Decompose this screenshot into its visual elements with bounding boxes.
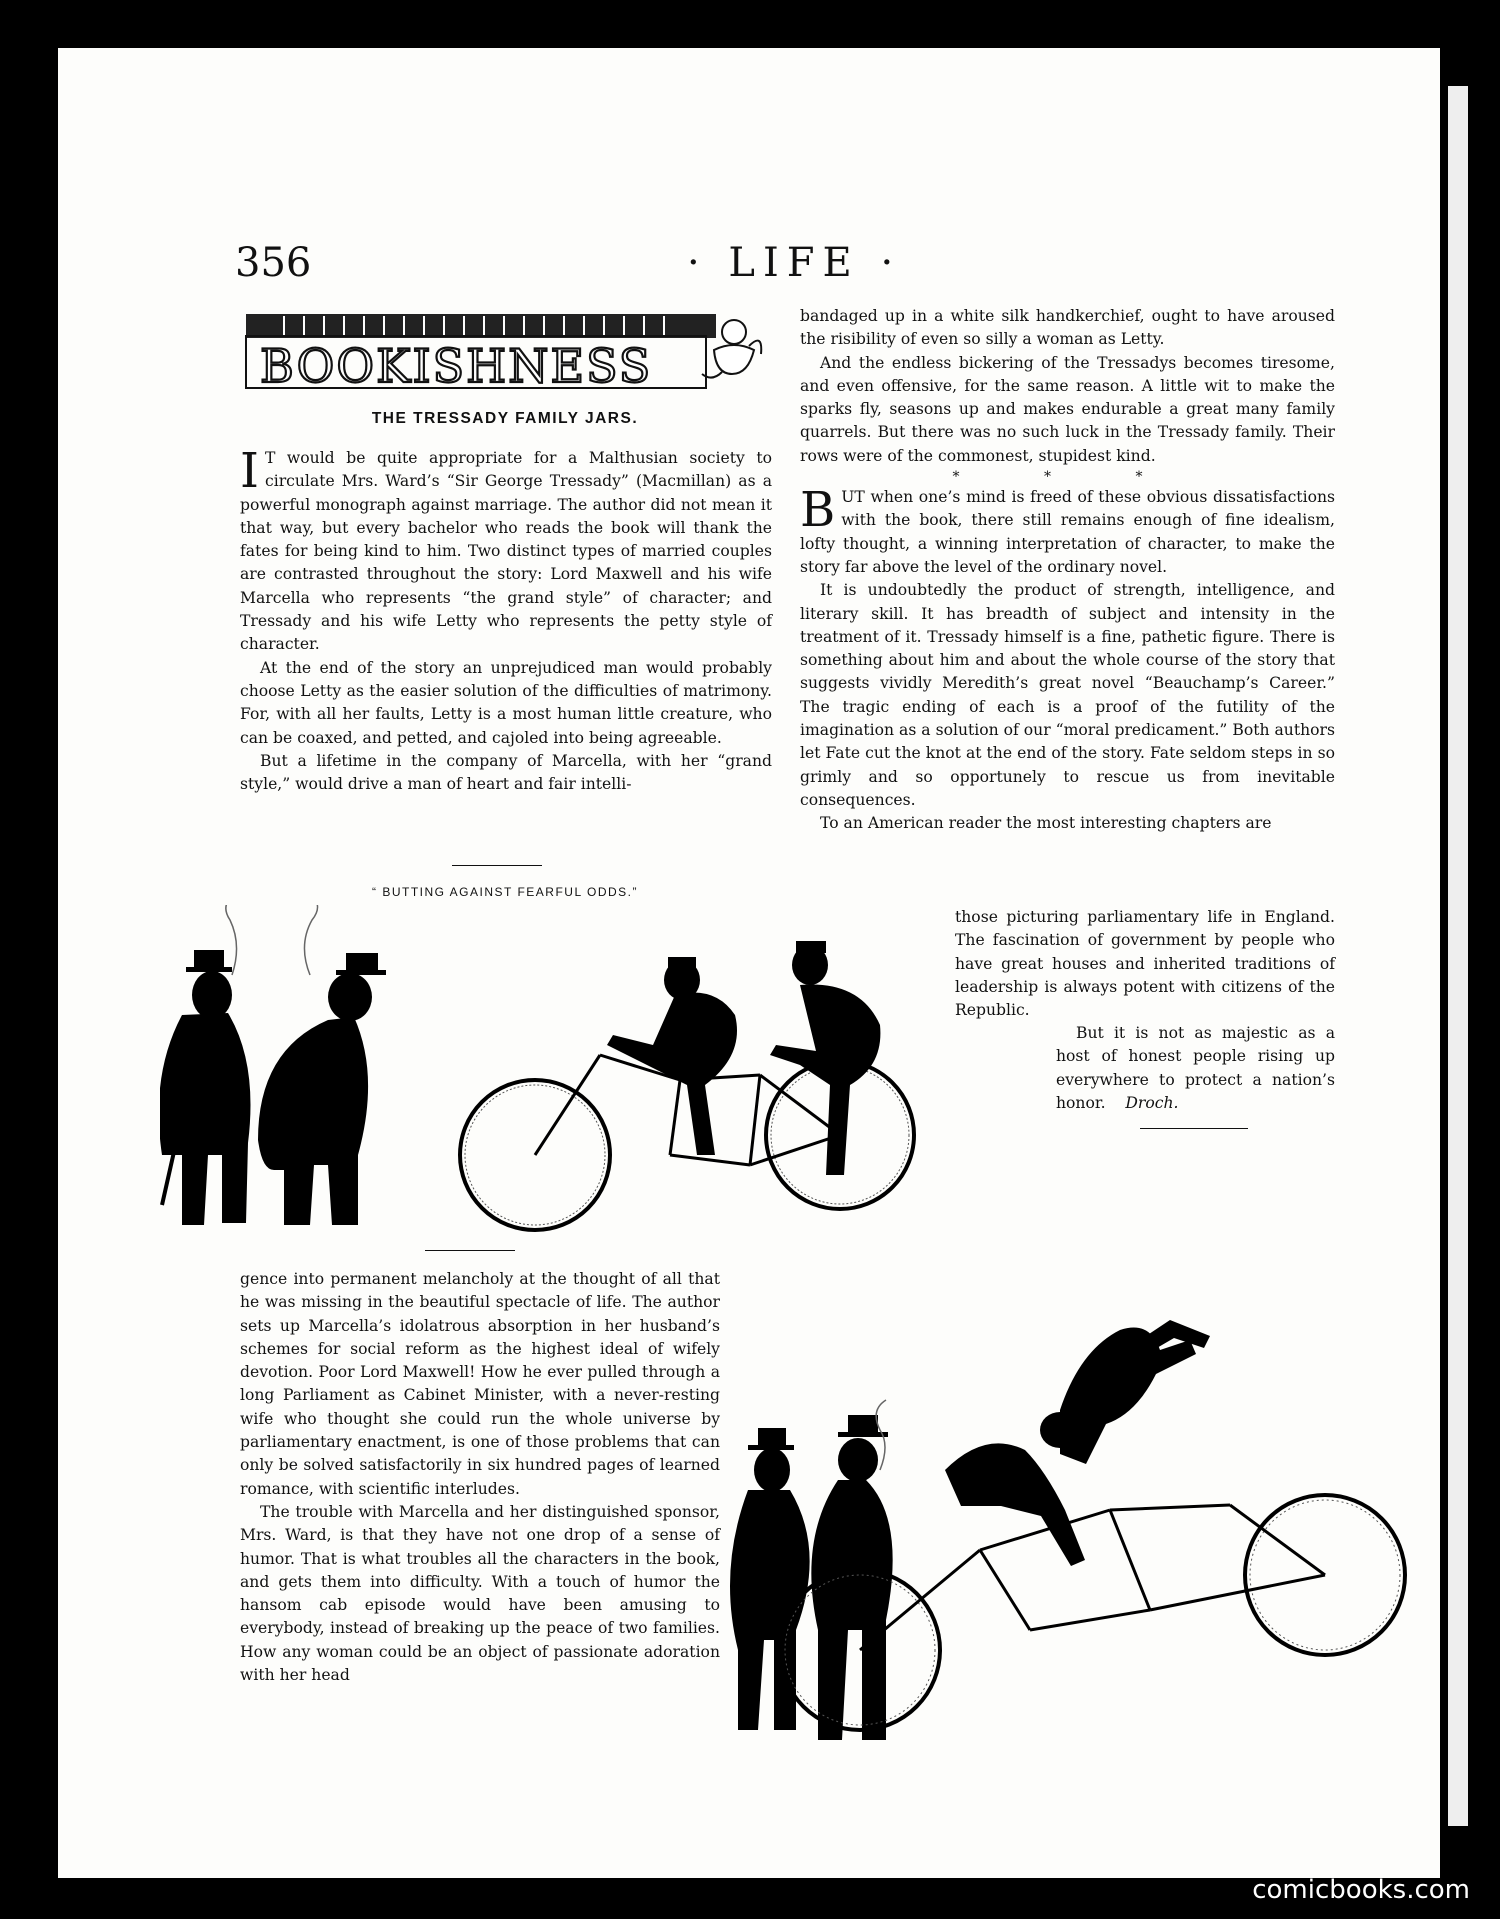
right-column-top	[800, 305, 1335, 836]
paragraph: those picturing parliamentary life in England. The fascination of government by people who have great houses and inherited traditions of leadership is always potent with citizens of the Republic.	[955, 908, 1335, 1020]
smoke	[226, 905, 237, 975]
right-column-end	[1056, 1022, 1335, 1115]
banner-title: BOOKISHNESS	[260, 339, 653, 393]
next-page-edge	[1448, 86, 1468, 1826]
divider	[425, 1250, 515, 1251]
divider	[1140, 1128, 1248, 1129]
left-column-bottom	[240, 1268, 720, 1687]
article-subhead: THE TRESSADY FAMILY JARS.	[371, 410, 639, 427]
masthead: · LIFE ·	[687, 240, 902, 286]
paragraph: At the end of the story an unprejudiced man would probably choose Letty as the easier solution of the difficulties of matrimony. For, with all her faults, Letty is a most human little creature, who can be coaxed, and petted, and cajoled into being agreeable.	[240, 658, 772, 747]
illustration-caption: “ BUTTING AGAINST FEARFUL ODDS.”	[371, 885, 639, 899]
section-stars: * * *	[952, 469, 1183, 486]
gentlemen-silhouette	[160, 950, 386, 1225]
paragraph: It is undoubtedly the product of strength, intelligence, and literary skill. It has breadth of subject and intensity in the treatment of it. Tressady himself is a fine, pathetic figure. There is something about him and about the whole course of the story that suggests vividly Meredith’s great novel “Beauchamp’s Career.” The tragic ending of each is a proof of the futility of the imagination as a solution of our “moral predicament.” Both authors let Fate cut the knot at the end of the story. Fate seldom steps in so grimly and so opportunely to rescue us from inevitable consequences.	[800, 581, 1335, 809]
paragraph: And the endless bickering of the Tressadys becomes tiresome, and even offensive, for the same reason. A little wit to make the sparks fly, seasons up and makes endurable a great many family quarrels. But there was no such luck in the Tressady family. Their rows were of the commonest, stupidest kind.	[800, 353, 1335, 465]
paragraph: To an American reader the most interesting chapters are	[820, 814, 1272, 833]
paragraph	[1056, 1022, 1335, 1115]
page-number: 356	[235, 240, 312, 286]
paragraph: The trouble with Marcella and her distinguished sponsor, Mrs. Ward, is that they have not one drop of a sense of humor. That is what troubles all the characters in the book, and gets them into difficulty. With a touch of humor the hansom cab episode would have been amusing to everybody, instead of breaking up the peace of two families. How any woman could be an object of passionate adoration with her head	[240, 1502, 720, 1685]
flying-cyclists-silhouette	[945, 1320, 1210, 1566]
paragraph: T would be quite appropriate for a Malthusian society to circulate Mrs. Ward’s “Sir George Tressady” (Macmillan) as a powerful monograph against marriage. The author did not mean it that way, but every bachelor who reads the book will thank the fates for being kind to him. Two distinct types of married couples are contrasted throughout the story: Lord Maxwell and his wife Marcella who represents “the grand style” of character; and Tressady and his wife Letty who represents the petty style of character.	[240, 449, 772, 654]
left-column-top	[240, 443, 772, 796]
paragraph-text: But it is not as majestic as a host of honest people rising up everywhere to protect a nation’s honor.	[1056, 1024, 1335, 1112]
paragraph: But a lifetime in the company of Marcella, with her “grand style,” would drive a man of heart and fair intelli-	[240, 751, 772, 794]
drop-cap: B	[800, 482, 836, 539]
drop-cap: I	[240, 443, 259, 499]
bookishness-banner	[244, 310, 764, 398]
paragraph: UT when one’s mind is freed of these obvious dissatisfactions with the book, there still remains enough of fine idealism, lofty thought, a winning interpretation of character, to make the story far above the level of the ordinary novel.	[800, 488, 1335, 576]
paragraph: bandaged up in a white silk handkerchief, ought to have aroused the risibility of even so silly a woman as Letty.	[800, 307, 1335, 349]
illustration-gentlemen-and-tandem	[160, 905, 1040, 1245]
illustration-tandem-crash	[730, 1310, 1450, 1780]
cyclists-silhouette	[607, 941, 880, 1175]
watermark: comicbooks.com	[1252, 1875, 1470, 1905]
author-signature: Droch.	[1125, 1093, 1179, 1112]
divider	[452, 865, 542, 866]
gentlemen-silhouette	[730, 1415, 893, 1740]
paragraph: gence into permanent melancholy at the thought of all that he was missing in the beautiful spectacle of life. The author sets up Marcella’s idolatrous absorption in her husband’s schemes for social reform as the highest ideal of wifely devotion. Poor Lord Maxwell! How he ever pulled through a long Parliament as Cabinet Minister, with a never-resting wife who thought she could run the whole universe by parliamentary enactment, is one of those problems that can only be solved satisfactorily in six hundred pages of learned romance, with scientific interludes.	[240, 1270, 720, 1498]
smoke	[304, 905, 317, 975]
